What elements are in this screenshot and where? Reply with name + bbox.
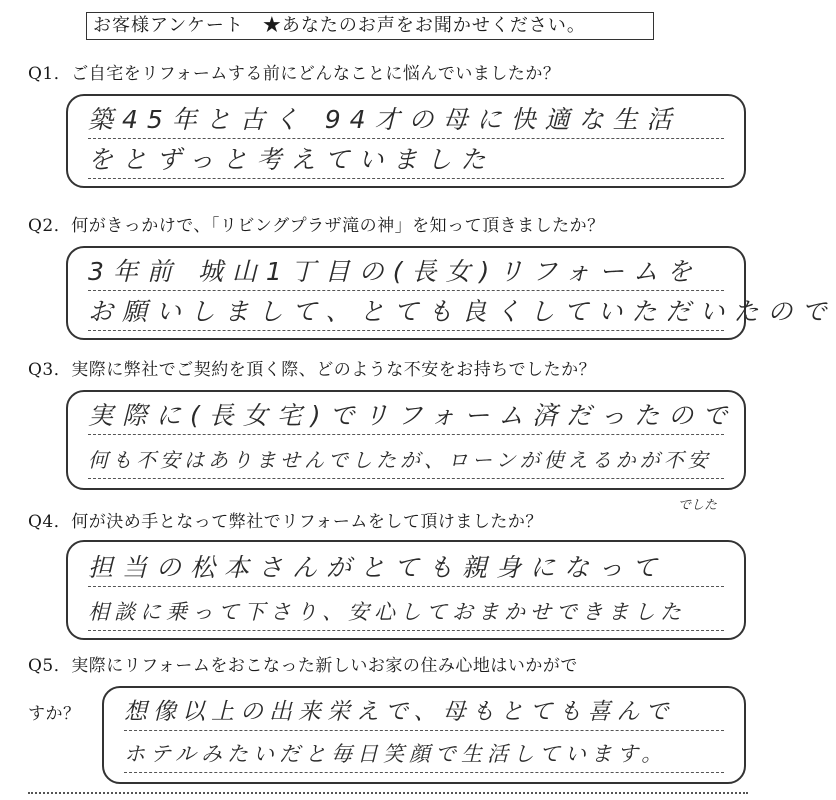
answer-4-line-2: 相談に乗って下さり、安心しておまかせできました [88,596,724,631]
answer-box-4 [66,540,746,640]
answer-5-line-2: ホテルみたいだと毎日笑顔で生活しています。 [124,738,724,773]
question-5-label: Q5．実際にリフォームをおこなった新しいお家の住み心地はいかがで [28,656,578,676]
answer-box-5 [102,686,746,784]
answer-2-line-2: お願いしまして、とても良くしていただいたので [88,296,724,331]
question-5-label-continued: すか？ [28,704,81,724]
answer-4-line-1: 担当の松本さんがとても親身になって [88,552,724,587]
question-3-label: Q3．実際に弊社でご契約を頂く際、どのような不安をお持ちでしたか？ [28,360,597,380]
answer-3-line-1: 実際に(長女宅)でリフォーム済だったので [88,400,724,435]
question-4-label: Q4．何が決め手となって弊社でリフォームをして頂けましたか？ [28,512,543,532]
answer-3-line-2: 何も不安はありませんでしたが、ローンが使えるかが不安 [88,444,724,479]
answer-1-line-1: 築45年と古く 94才の母に快適な生活 [88,104,724,139]
answer-3-overflow-note: でした [678,498,718,513]
answer-box-3 [66,390,746,490]
answer-1-line-2: をとずっと考えていました [88,144,724,179]
answer-box-2 [66,246,836,340]
answer-5-line-1: 想像以上の出来栄えで、母もとても喜んで [124,696,724,731]
survey-title: お客様アンケート ★あなたのお声をお聞かせください。 [86,12,654,40]
bottom-dotted-rule [28,792,748,794]
answer-box-1 [66,94,746,188]
question-1-label: Q1．ご自宅をリフォームする前にどんなことに悩んでいましたか？ [28,64,561,84]
answer-2-line-1: 3年前 城山1丁目の(長女)リフォームを [88,256,724,291]
question-2-label: Q2．何がきっかけで、「リビングプラザ滝の神」を知って頂きましたか？ [28,216,605,236]
